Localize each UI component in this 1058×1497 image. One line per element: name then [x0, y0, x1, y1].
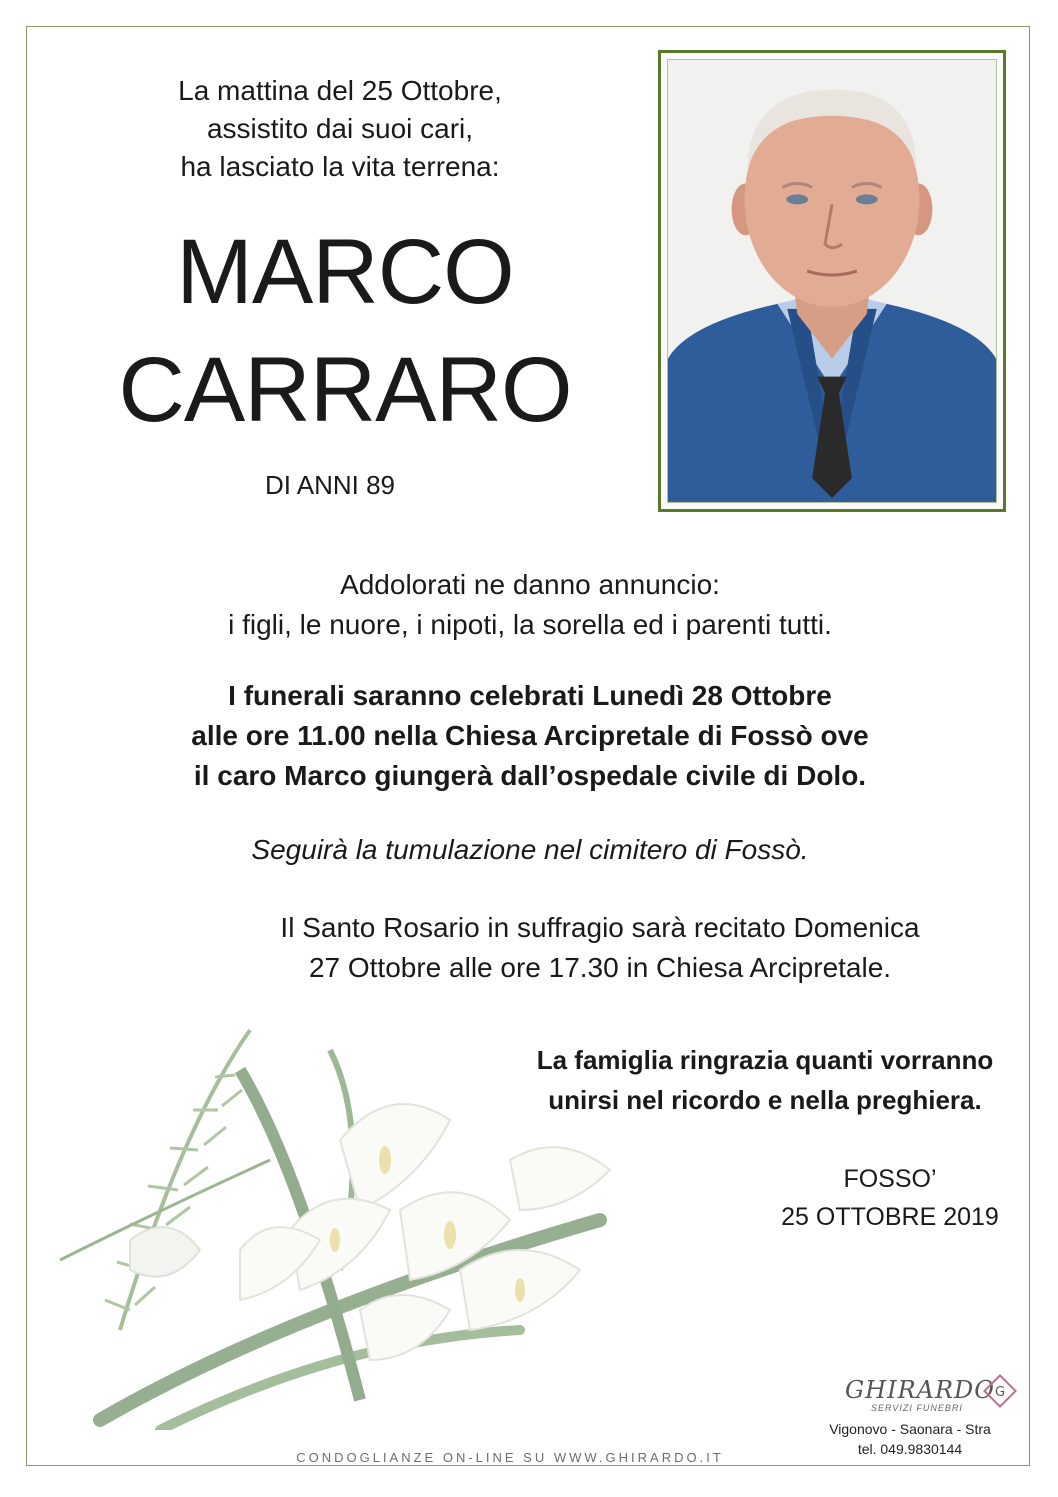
funeral-line-1: I funerali saranno celebrati Lunedì 28 Ottobre	[228, 680, 832, 711]
condolences-footer: CONDOGLIANZE ON-LINE SU WWW.GHIRARDO.IT	[296, 1450, 724, 1465]
rosary-line-2: 27 Ottobre alle ore 17.30 in Chiesa Arcipretale.	[308, 952, 892, 983]
portrait-illustration	[668, 60, 996, 502]
announcement-line-2: i figli, le nuore, i nipoti, la sorella ed i parenti tutti.	[228, 609, 832, 640]
last-name: CARRARO	[118, 339, 572, 441]
announcement-line-1: Addolorati ne danno annuncio:	[340, 569, 720, 600]
place-name: FOSSO’	[843, 1165, 937, 1193]
thanks-line-2: unirsi nel ricordo e nella preghiera.	[548, 1085, 982, 1115]
agency-logo	[835, 1374, 1025, 1416]
funeral-line-3: il caro Marco giungerà dall’ospedale civile di Dolo.	[193, 760, 867, 791]
intro-line-2: assistito dai suoi cari,	[206, 113, 474, 144]
agency-mark-icon	[983, 1374, 1017, 1408]
intro-line-1: La mattina del 25 Ottobre,	[178, 75, 502, 106]
agency-phone: tel. 049.9830144	[857, 1441, 963, 1457]
funeral-line-2: alle ore 11.00 nella Chiesa Arcipretale di Fossò ove	[191, 720, 869, 751]
agency-contacts	[800, 1419, 1020, 1459]
notice-date: 25 OTTOBRE 2019	[781, 1203, 999, 1231]
thanks-line-1: La famiglia ringrazia quanti vorranno	[536, 1045, 994, 1075]
portrait-photo	[658, 50, 1006, 512]
age-label: DI ANNI 89	[264, 470, 396, 500]
agency-name: GHIRARDO	[845, 1376, 995, 1404]
funeral-details	[100, 676, 960, 796]
intro-line-3: ha lasciato la vita terrena:	[180, 151, 500, 182]
first-name: MARCO	[176, 221, 514, 323]
burial-note: Seguirà la tumulazione nel cimitero di Fossò.	[251, 834, 809, 865]
agency-subtitle: SERVIZI FUNEBRI	[871, 1403, 963, 1413]
place-date	[760, 1160, 1020, 1236]
intro-text	[130, 72, 550, 186]
rosary-details	[230, 908, 970, 988]
rosary-line-1: Il Santo Rosario in suffragio sarà recitato Domenica	[280, 912, 920, 943]
agency-towns: Vigonovo - Saonara - Stra	[829, 1421, 991, 1437]
thanks-text	[500, 1040, 1030, 1120]
agency-mark-letter: G	[994, 1385, 1006, 1400]
announcement-text	[130, 565, 930, 645]
